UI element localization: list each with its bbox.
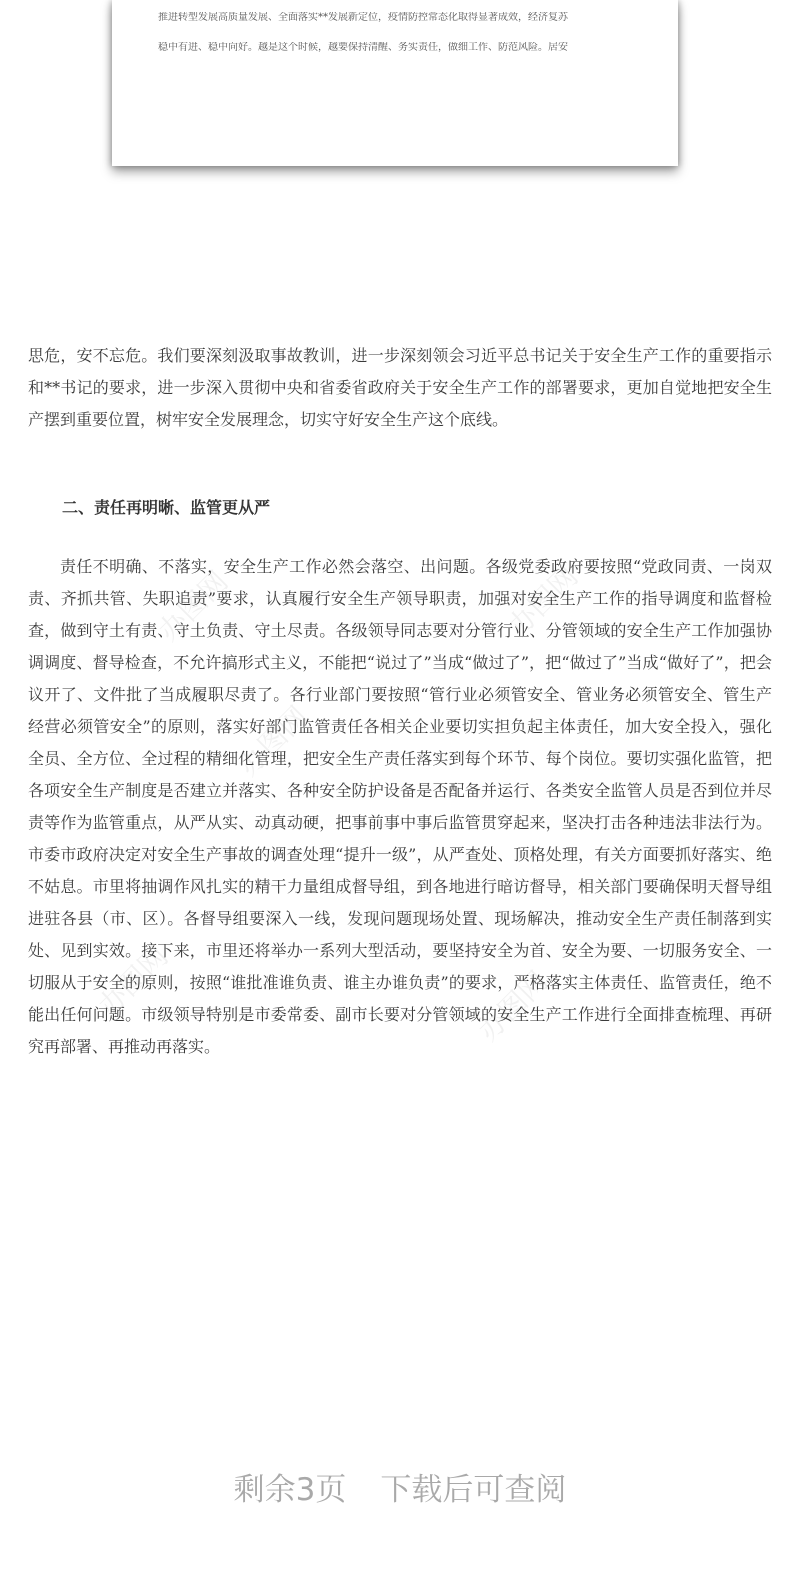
- section-heading: 二、责任再明晰、监管更从严: [62, 498, 271, 517]
- watermark: 办图网: [92, 940, 174, 1022]
- watermark: 办图网: [472, 965, 554, 1047]
- body-paragraph: 责任不明确、不落实，安全生产工作必然会落空、出问题。各级党委政府要按照“党政同责、一岗双责、齐抓共管、失职追责”要求，认真履行安全生产领导职责，加强对安全生产工作的指导调度和监督检查，做到守土有责、守土负责、守土尽责。各级领导同志要对分管行业、分管领域的安全生产工作加强协调调度、督导检查，不允许搞形式主义，不能把“说过了”当成“做过了”，把“做过了”当成“做好了”，把会议开了、文件批了当成履职尽责了。各行业部门要按照“管行业必须管安全、管业务必须管安全、管生产经营必须管安全”的原则，落实好部门监管责任各相关企业要切实担负起主体责任，加大安全投入，强化全员、全方位、全过程的精细化管理，把安全生产责任落实到每个环节、每个岗位。要切实强化监管，把各项安全生产制度是否建立并落实、各种安全防护设备是否配备并运行、各类安全监管人员是否到位并尽责等作为监管重点，从严从实、动真动硬，把事前事中事后监管贯穿起来，坚决打击各种违法非法行为。市委市政府决定对安全生产事故的调查处理“提升一级”，从严查处、顶格处理，有关方面要抓好落实、绝不姑息。市里将抽调作风扎实的精干力量组成督导组，到各地进行暗访督导，相关部门要确保明天督导组进驻各县（市、区）。各督导组要深入一线，发现问题现场处置、现场解决，推动安全生产责任制落到实处、见到实效。接下来，市里还将举办一系列大型活动，要坚持安全为首、安全为要、一切服务安全、一切服从于安全的原则，按照“谁批准谁负责、谁主办谁负责”的要求，严格落实主体责任、监管责任，绝不能出任何问题。市级领导特别是市委常委、副市长要对分管领域的安全生产工作进行全面排查梳理、再研究再部署、再推动再落实。: [28, 557, 772, 1056]
- watermark: 办图网: [232, 700, 314, 782]
- download-hint-label: 下载后可查阅: [380, 1472, 567, 1508]
- watermark: 办图网: [152, 565, 234, 647]
- document-preview-card: [112, 0, 678, 166]
- intro-paragraph: 思危，安不忘危。我们要深刻汲取事故教训，进一步深刻领会习近平总书记关于安全生产工作的重要指示和**书记的要求，进一步深入贯彻中央和省委省政府关于安全生产工作的部署要求，更加自觉地把安全生产摆到重要位置，树牢安全发展理念，切实守好安全生产这个底线。: [28, 346, 772, 429]
- download-more-banner[interactable]: [0, 1468, 800, 1512]
- watermark: 办图网: [502, 560, 584, 642]
- remaining-pages-label: 剩余3页: [233, 1472, 347, 1508]
- preview-text-line: 推进转型发展高质量发展、全面落实**发展新定位，疫情防控常态化取得显著成效，经济复苏: [158, 12, 568, 23]
- preview-text-line: 稳中有进、稳中向好。越是这个时候，越要保持清醒、务实责任，做细工作、防范风险。居安: [158, 42, 568, 53]
